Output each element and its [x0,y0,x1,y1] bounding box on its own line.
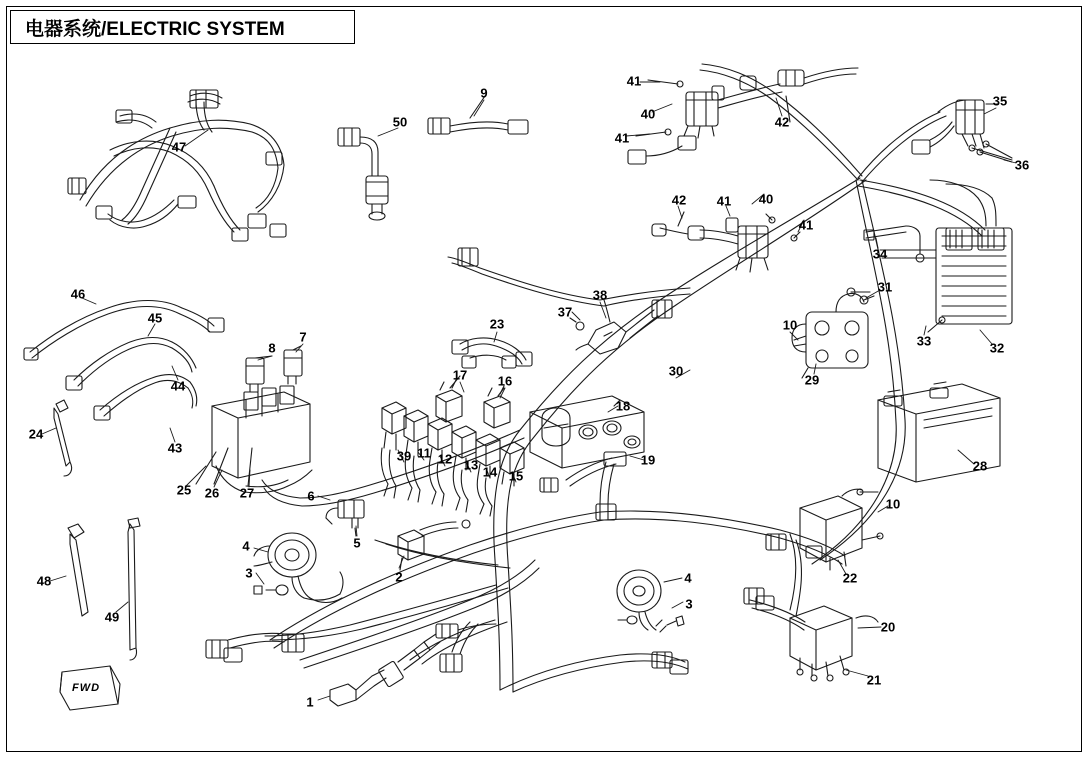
callout-7: 7 [299,329,307,345]
callout-43: 43 [167,440,183,456]
callout-33: 33 [916,333,932,349]
callout-35: 35 [992,93,1008,109]
callout-4-left: 4 [242,538,250,554]
callout-21: 21 [866,672,882,688]
callout-10-upper: 10 [782,317,798,333]
callout-36: 36 [1014,157,1030,173]
callout-11: 11 [417,445,431,461]
callout-42-upper: 42 [774,114,790,130]
callout-16: 16 [497,373,513,389]
callout-23: 23 [489,316,505,332]
callout-48: 48 [36,573,52,589]
callout-47: 47 [171,139,187,155]
callout-3-left: 3 [245,565,253,581]
callout-4-right: 4 [684,570,692,586]
callout-46: 46 [70,286,86,302]
callout-17: 17 [452,367,468,383]
callout-50: 50 [392,114,408,130]
callout-27: 27 [239,485,255,501]
callout-40-lower: 40 [758,191,774,207]
callout-31: 31 [877,279,893,295]
callout-39: 39 [396,448,412,464]
callout-28: 28 [972,458,988,474]
callout-14: 14 [482,464,498,480]
callout-8: 8 [268,340,276,356]
callout-49: 49 [104,609,120,625]
callout-34: 34 [872,246,888,262]
callout-3-right: 3 [685,596,693,612]
callout-41-a: 41 [626,73,642,89]
callout-18: 18 [615,398,631,414]
callout-37: 37 [557,304,573,320]
page-title: 电器系统/ELECTRIC SYSTEM [25,18,285,40]
callout-20: 20 [880,619,896,635]
callout-42-lower: 42 [671,192,687,208]
callout-40-upper: 40 [640,106,656,122]
callout-41-b: 41 [614,130,630,146]
callout-2: 2 [395,569,403,585]
callout-38: 38 [592,287,608,303]
callout-22: 22 [842,570,858,586]
callout-29: 29 [804,372,820,388]
callout-45: 45 [147,310,163,326]
callout-41-c: 41 [716,193,732,209]
callout-1: 1 [306,694,314,710]
callout-41-d: 41 [798,217,814,233]
fwd-direction-label: FWD [72,682,101,694]
callout-10-lower: 10 [885,496,901,512]
callout-44: 44 [170,378,186,394]
callout-15: 15 [508,468,524,484]
callout-12: 12 [437,451,453,467]
callout-5: 5 [353,535,361,551]
callout-9: 9 [480,85,488,101]
callout-24: 24 [28,426,44,442]
callout-26: 26 [204,485,220,501]
callout-6: 6 [307,488,315,504]
title-block [10,10,355,44]
callout-30: 30 [668,363,684,379]
callout-19: 19 [640,452,656,468]
callout-13: 13 [463,457,479,473]
callout-25: 25 [176,482,192,498]
page-border [6,6,1082,752]
callout-32: 32 [989,340,1005,356]
